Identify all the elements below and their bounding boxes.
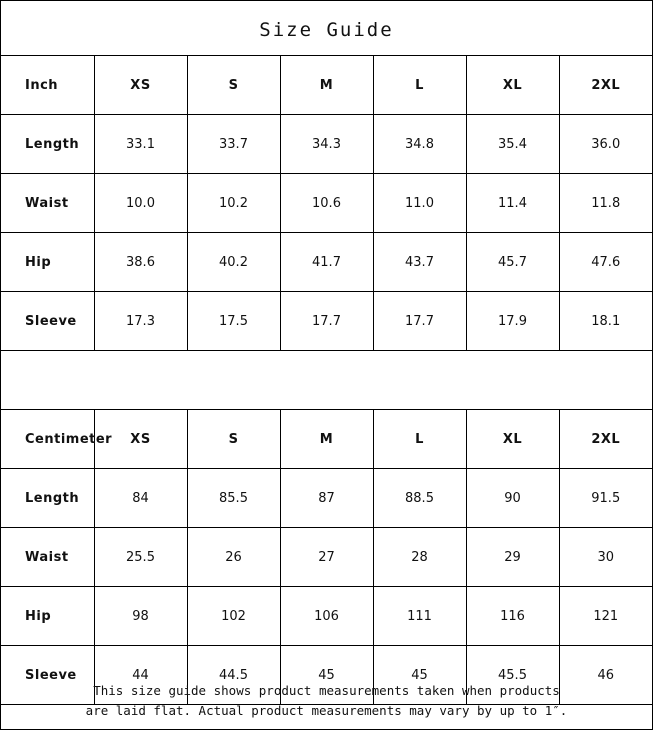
cell-length-m: 87: [280, 469, 373, 528]
unit-label-centimeter: Centimeter: [1, 410, 94, 469]
cell-sleeve-m: 45: [280, 646, 373, 705]
table-row: [1, 174, 652, 233]
cell-waist-2xl: 30: [559, 528, 652, 587]
cell-waist-l: 11.0: [373, 174, 466, 233]
column-header-m: M: [280, 56, 373, 115]
cell-length-l: 34.8: [373, 115, 466, 174]
cell-sleeve-s: 44.5: [187, 646, 280, 705]
column-header-xl: XL: [466, 56, 559, 115]
cell-length-xl: 35.4: [466, 115, 559, 174]
cell-length-xs: 84: [94, 469, 187, 528]
column-header-l: L: [373, 56, 466, 115]
cell-waist-s: 26: [187, 528, 280, 587]
cell-sleeve-xl: 45.5: [466, 646, 559, 705]
row-label-sleeve: Sleeve: [1, 646, 94, 705]
cell-hip-m: 41.7: [280, 233, 373, 292]
cell-waist-l: 28: [373, 528, 466, 587]
column-header-m: M: [280, 410, 373, 469]
table-row: [1, 115, 652, 174]
row-label-waist: Waist: [1, 174, 94, 233]
page-title: Size Guide: [259, 19, 394, 41]
cell-sleeve-2xl: 18.1: [559, 292, 652, 351]
cell-length-m: 34.3: [280, 115, 373, 174]
cell-hip-l: 111: [373, 587, 466, 646]
cell-hip-xl: 45.7: [466, 233, 559, 292]
footnote-line-1: This size guide shows product measurements taken when products: [93, 683, 560, 698]
cell-sleeve-s: 17.5: [187, 292, 280, 351]
cell-length-l: 88.5: [373, 469, 466, 528]
cell-hip-2xl: 47.6: [559, 233, 652, 292]
table-gap: [1, 351, 652, 409]
cell-hip-xs: 38.6: [94, 233, 187, 292]
cell-waist-s: 10.2: [187, 174, 280, 233]
table-row: [1, 587, 652, 646]
table-row: [1, 292, 652, 351]
cell-hip-s: 102: [187, 587, 280, 646]
column-header-2xl: 2XL: [559, 410, 652, 469]
cell-waist-xl: 29: [466, 528, 559, 587]
cell-sleeve-l: 45: [373, 646, 466, 705]
cell-sleeve-xs: 44: [94, 646, 187, 705]
unit-label-inch: Inch: [1, 56, 94, 115]
cell-sleeve-xl: 17.9: [466, 292, 559, 351]
cell-sleeve-l: 17.7: [373, 292, 466, 351]
cell-hip-xs: 98: [94, 587, 187, 646]
table-header-row: [1, 410, 652, 469]
cell-waist-xs: 25.5: [94, 528, 187, 587]
size-table-inch: [1, 55, 652, 351]
cell-hip-m: 106: [280, 587, 373, 646]
cell-length-xs: 33.1: [94, 115, 187, 174]
cell-length-xl: 90: [466, 469, 559, 528]
row-label-hip: Hip: [1, 233, 94, 292]
footnote-line-2: are laid flat. Actual product measurements may vary by up to 1″.: [85, 703, 568, 718]
column-header-2xl: 2XL: [559, 56, 652, 115]
table-row: [1, 233, 652, 292]
table-row: [1, 469, 652, 528]
cell-hip-xl: 116: [466, 587, 559, 646]
cell-hip-l: 43.7: [373, 233, 466, 292]
table-header-row: [1, 56, 652, 115]
cell-sleeve-2xl: 46: [559, 646, 652, 705]
cell-sleeve-xs: 17.3: [94, 292, 187, 351]
column-header-s: S: [187, 56, 280, 115]
cell-waist-xl: 11.4: [466, 174, 559, 233]
cell-hip-2xl: 121: [559, 587, 652, 646]
row-label-length: Length: [1, 115, 94, 174]
footnote: [1, 681, 652, 721]
row-label-length: Length: [1, 469, 94, 528]
cell-length-s: 85.5: [187, 469, 280, 528]
row-label-waist: Waist: [1, 528, 94, 587]
row-label-sleeve: Sleeve: [1, 292, 94, 351]
column-header-xs: XS: [94, 410, 187, 469]
column-header-xl: XL: [466, 410, 559, 469]
cell-length-s: 33.7: [187, 115, 280, 174]
cell-length-2xl: 36.0: [559, 115, 652, 174]
cell-length-2xl: 91.5: [559, 469, 652, 528]
table-row: [1, 528, 652, 587]
column-header-l: L: [373, 410, 466, 469]
cell-waist-m: 10.6: [280, 174, 373, 233]
column-header-s: S: [187, 410, 280, 469]
column-header-xs: XS: [94, 56, 187, 115]
cell-waist-m: 27: [280, 528, 373, 587]
cell-waist-2xl: 11.8: [559, 174, 652, 233]
cell-sleeve-m: 17.7: [280, 292, 373, 351]
cell-hip-s: 40.2: [187, 233, 280, 292]
size-table-centimeter: [1, 409, 652, 705]
row-label-hip: Hip: [1, 587, 94, 646]
cell-waist-xs: 10.0: [94, 174, 187, 233]
